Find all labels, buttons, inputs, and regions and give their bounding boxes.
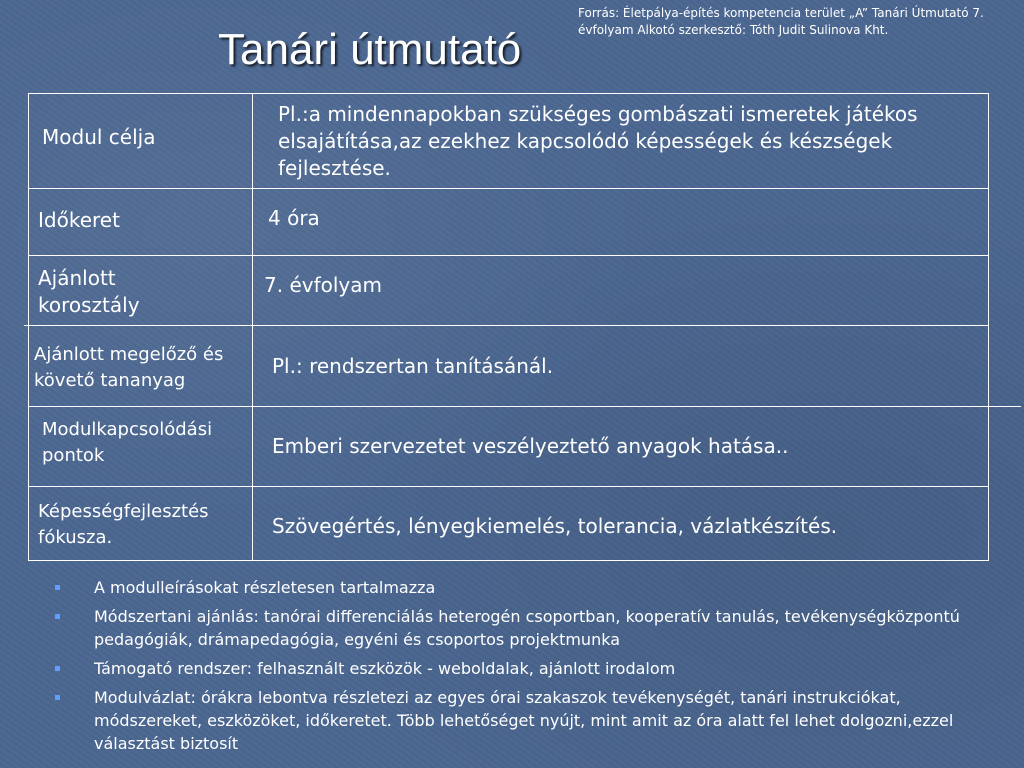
bullet-list	[54, 576, 974, 761]
table-row-divider	[28, 188, 989, 189]
list-item	[54, 657, 974, 680]
table-row-label: Időkeret	[38, 208, 120, 232]
square-bullet-icon	[55, 695, 60, 700]
table-row-value: Pl.: rendszertan tanításánál.	[272, 354, 554, 378]
square-bullet-icon	[55, 585, 60, 590]
table-row-label: Modul célja	[42, 125, 156, 149]
table-row-divider	[28, 255, 989, 256]
list-item	[54, 605, 974, 651]
table-row-value: Emberi szervezetet veszélyeztető anyagok hatása..	[272, 434, 789, 458]
list-item-text: Modulvázlat: órákra lebontva részletezi az egyes órai szakaszok tevékenységét, tanári instrukciókat, módszereket, eszközöket, időkeretet. Több lehetőséget nyújt, mint amit az óra alatt fel lehet dolgozni,ezzel választást biztosít	[94, 688, 954, 753]
table-row-label: Modulkapcsolódási pontok	[42, 419, 213, 466]
table-column-divider	[252, 93, 253, 561]
table-row-divider	[24, 325, 989, 326]
table-row-divider	[28, 486, 989, 487]
list-item-text: Módszertani ajánlás: tanórai differenciálás heterogén csoportban, kooperatív tanulás, tevékenységközpontú pedagógiák, drámapedagógia, egyéni és csoportos projektmunka	[94, 607, 960, 649]
table-row-value: Szövegértés, lényegkiemelés, tolerancia, vázlatkészítés.	[272, 514, 838, 538]
square-bullet-icon	[55, 666, 60, 671]
source-note: Forrás: Életpálya-építés kompetencia terület „A” Tanári Útmutató 7. évfolyam Alkotó szerkesztő: Tóth Judit Sulinova Kht.	[578, 6, 984, 37]
square-bullet-icon	[55, 614, 60, 619]
list-item-text: A modulleírásokat részletesen tartalmazza	[94, 578, 436, 597]
table-row-label: Ajánlott megelőző és követő tananyag	[34, 344, 224, 391]
page-title: Tanári útmutató	[218, 25, 522, 74]
table-row-divider	[28, 406, 1021, 407]
list-item-text: Támogató rendszer: felhasznált eszközök - weboldalak, ajánlott irodalom	[94, 659, 676, 678]
table-row-value: 4 óra	[268, 206, 320, 230]
table-row-label: Ajánlott korosztály	[38, 266, 140, 317]
table-row-value: 7. évfolyam	[264, 273, 382, 297]
list-item	[54, 576, 974, 599]
table-border-left	[28, 93, 29, 561]
table-border-bottom	[28, 560, 989, 561]
list-item	[54, 686, 974, 755]
table-row-label: Képességfejlesztés fókusza.	[38, 501, 209, 548]
table-border-top	[28, 93, 989, 94]
table-row-value: Pl.:a mindennapokban szükséges gombászati ismeretek játékos elsajátítása,az ezekhez kapcsolódó képességek és készségek fejlesztése.	[278, 102, 918, 180]
table-border-right	[988, 93, 989, 561]
